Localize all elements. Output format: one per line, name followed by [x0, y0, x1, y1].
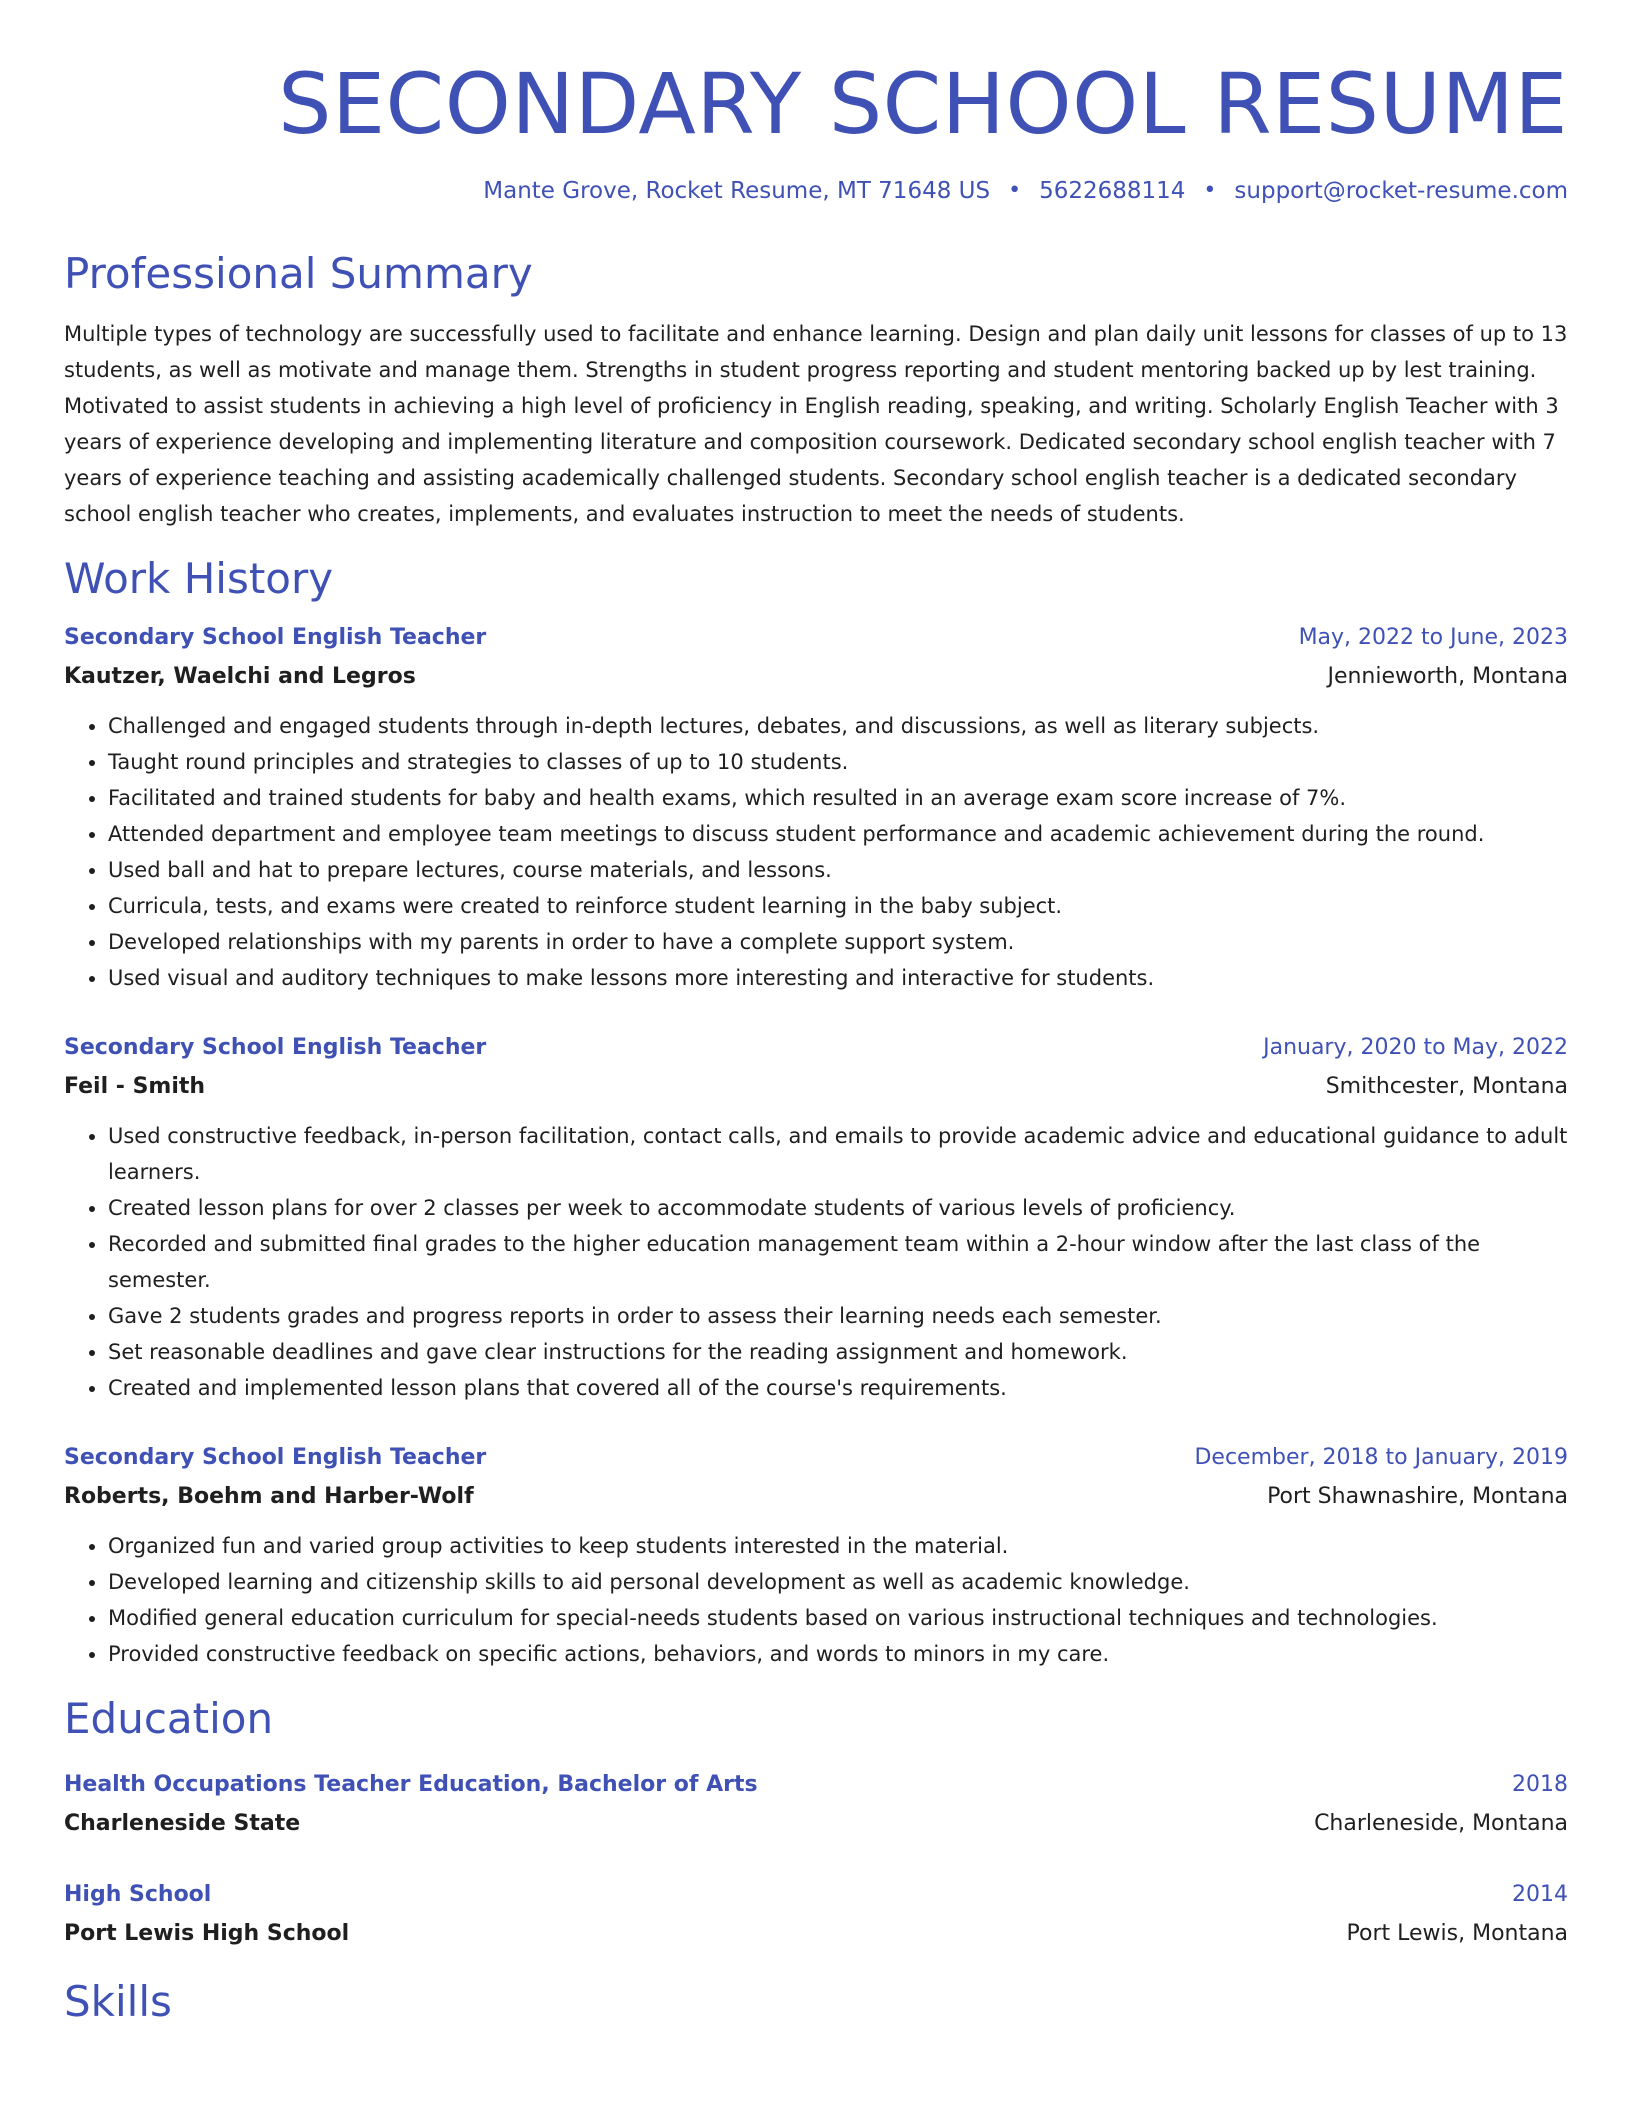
job-location: Jennieworth, Montana: [1327, 664, 1568, 690]
job-bullet: • Used ball and hat to prepare lectures, course materials, and lessons.: [108, 852, 1568, 888]
work-entry-header: [64, 618, 1568, 658]
work-entry-subheader: [64, 1068, 1568, 1106]
section-title-skills: Skills: [64, 1976, 172, 2026]
contact-address: Mante Grove, Rocket Resume, MT 71648 US: [483, 177, 991, 204]
work-history: [64, 618, 1568, 1672]
job-title: Secondary School English Teacher: [64, 625, 487, 651]
school-location: Charleneside, Montana: [1314, 1810, 1568, 1836]
contact-separator: •: [1203, 177, 1217, 203]
education-year: 2014: [1512, 1881, 1568, 1907]
job-bullet: • Facilitated and trained students for baby and health exams, which resulted in an average exam score increase of 7%.: [108, 780, 1568, 816]
section-title-summary: Professional Summary: [64, 249, 533, 299]
section-title-education: Education: [64, 1694, 274, 1744]
education-list: [64, 1765, 1568, 1953]
job-bullet: • Attended department and employee team meetings to discuss student performance and academic achievement during the round.: [108, 816, 1568, 852]
school-location: Port Lewis, Montana: [1346, 1920, 1568, 1946]
job-location: Port Shawnashire, Montana: [1267, 1484, 1568, 1510]
job-title: Secondary School English Teacher: [64, 1445, 487, 1471]
contact-phone: 5622688114: [1039, 177, 1186, 204]
job-title: Secondary School English Teacher: [64, 1035, 487, 1061]
job-dates: January, 2020 to May, 2022: [1263, 1035, 1568, 1061]
job-bullet: • Created and implemented lesson plans that covered all of the course's requirements.: [108, 1370, 1568, 1406]
resume-header: [64, 56, 1568, 207]
degree-name: High School: [64, 1881, 212, 1907]
work-entry: [64, 1438, 1568, 1672]
work-entry-header: [64, 1028, 1568, 1068]
education-entry: [64, 1765, 1568, 1843]
job-bullet: • Challenged and engaged students through in-depth lectures, debates, and discussions, as well as literary subjects.: [108, 708, 1568, 744]
section-title-work: Work History: [64, 553, 334, 603]
company-name: Kautzer, Waelchi and Legros: [64, 664, 416, 690]
education-entry-subheader: [64, 1915, 1568, 1953]
work-entry-subheader: [64, 1478, 1568, 1516]
job-bullets: [64, 1528, 1568, 1672]
job-bullet: • Used visual and auditory techniques to make lessons more interesting and interactive for students.: [108, 960, 1568, 996]
education-entry-header: [64, 1875, 1568, 1915]
job-bullet: • Developed learning and citizenship skills to aid personal development as well as academic knowledge.: [108, 1564, 1568, 1600]
job-bullets: [64, 708, 1568, 996]
job-bullet: • Modified general education curriculum for special-needs students based on various instructional techniques and technologies.: [108, 1600, 1568, 1636]
work-entry: [64, 1028, 1568, 1406]
work-entry-subheader: [64, 658, 1568, 696]
job-location: Smithcester, Montana: [1325, 1074, 1568, 1100]
school-name: Charleneside State: [64, 1810, 301, 1836]
job-bullet: • Taught round principles and strategies to classes of up to 10 students.: [108, 744, 1568, 780]
resume-title: SECONDARY SCHOOL RESUME: [278, 55, 1568, 153]
company-name: Roberts, Boehm and Harber-Wolf: [64, 1484, 474, 1510]
job-bullet: • Created lesson plans for over 2 classes per week to accommodate students of various levels of proficiency.: [108, 1190, 1568, 1226]
degree-name: Health Occupations Teacher Education, Bachelor of Arts: [64, 1771, 758, 1797]
education-entry: [64, 1875, 1568, 1953]
education-year: 2018: [1512, 1771, 1568, 1797]
company-name: Feil - Smith: [64, 1074, 206, 1100]
contact-separator: •: [1008, 177, 1022, 203]
job-bullet: • Gave 2 students grades and progress reports in order to assess their learning needs each semester.: [108, 1298, 1568, 1334]
contact-email: support@rocket-resume.com: [1234, 177, 1568, 204]
work-entry: [64, 618, 1568, 996]
contact-line: [64, 175, 1568, 208]
job-dates: December, 2018 to January, 2019: [1194, 1445, 1568, 1471]
job-bullet: • Provided constructive feedback on specific actions, behaviors, and words to minors in my care.: [108, 1636, 1568, 1672]
job-bullet: • Set reasonable deadlines and gave clear instructions for the reading assignment and homework.: [108, 1334, 1568, 1370]
job-bullets: [64, 1118, 1568, 1406]
job-bullet: • Curricula, tests, and exams were created to reinforce student learning in the baby subject.: [108, 888, 1568, 924]
job-bullet: • Organized fun and varied group activities to keep students interested in the material.: [108, 1528, 1568, 1564]
job-dates: May, 2022 to June, 2023: [1298, 625, 1568, 651]
job-bullet: • Developed relationships with my parents in order to have a complete support system.: [108, 924, 1568, 960]
school-name: Port Lewis High School: [64, 1920, 350, 1946]
education-entry-header: [64, 1765, 1568, 1805]
education-entry-subheader: [64, 1805, 1568, 1843]
summary-paragraph: Multiple types of technology are successfully used to facilitate and enhance learning. Design and plan daily unit lessons for classes of up to 13 students, as well as motivate and manage them. Strengths in student progress reporting and student mentoring backed up by lest training. Motivated to assist students in achieving a high level of proficiency in English reading, speaking, and writing. Scholarly English Teacher with 3 years of experience developing and implementing literature and composition coursework. Dedicated secondary school english teacher with 7 years of experience teaching and assisting academically challenged students. Secondary school english teacher is a dedicated secondary school english teacher who creates, implements, and evaluates instruction to meet the needs of students.: [64, 321, 1568, 526]
job-bullet: • Recorded and submitted final grades to the higher education management team within a 2-hour window after the last class of the semester.: [108, 1226, 1568, 1298]
job-bullet: • Used constructive feedback, in-person facilitation, contact calls, and emails to provide academic advice and educational guidance to adult learners.: [108, 1118, 1568, 1190]
work-entry-header: [64, 1438, 1568, 1478]
